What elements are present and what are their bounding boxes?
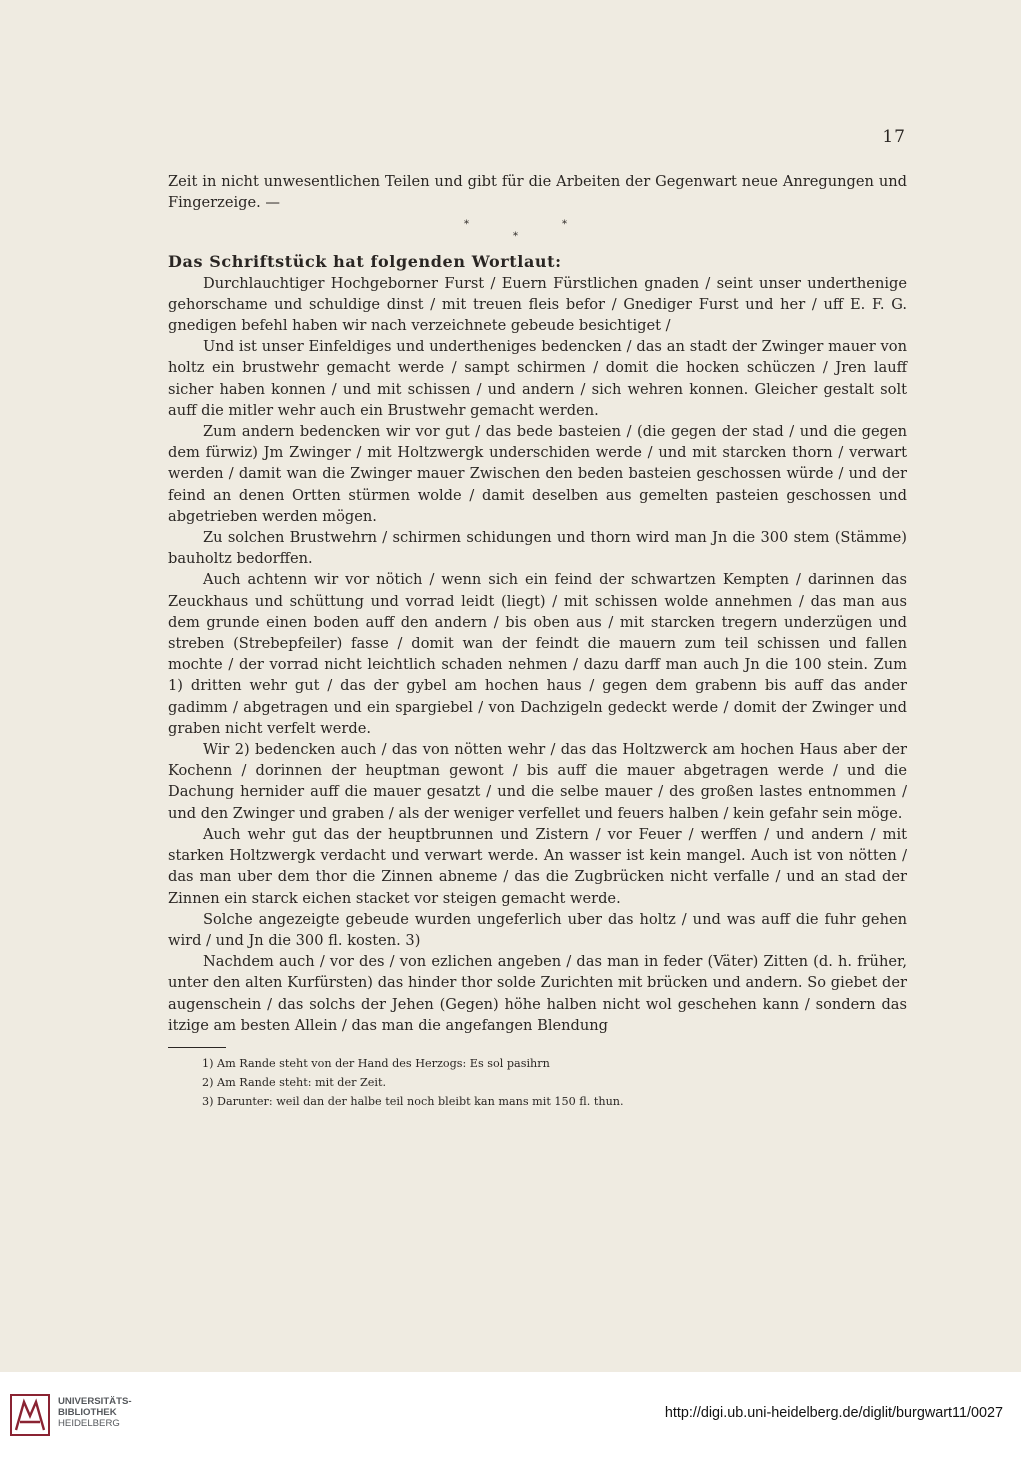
paragraph: Nachdem auch / vor des / von ezlichen angeben / das man in feder (Väter) Zitten (d. h. früher, unter den alten Kurfürsten) das hinder thor solde Zurichten mit brücken und andern. So giebet der augenschein / das solchs der Jehen (Gegen) höhe halben nicht wol geschehen kann / sondern das itzige am besten Allein / das man die angefangen Blendung	[168, 953, 907, 1034]
paragraph: Auch wehr gut das der heuptbrunnen und Zistern / vor Feuer / werffen / und andern / mit starken Holtzwergk verdacht und verwart werde. An wasser ist kein mangel. Auch ist von nötten / das man uber dem thor die Zinnen abneme / das die Zugbrücken nicht verfalle / und an stad der Zinnen ein starck eichen stacket vor steigen gemacht werde.	[168, 825, 907, 907]
library-name-line: UNIVERSITÄTS-	[58, 1396, 132, 1407]
library-name	[58, 1396, 132, 1429]
viewer-footer	[0, 1372, 1021, 1462]
paragraph: Und ist unser Einfeldiges und undertheniges bedencken / das an stadt der Zwinger mauer von holtz ein brustwehr gemacht werde / sampt schirmen / domit die hocken schüczen / Jren lauff sicher haben konnen / und mit schissen / und andern / sich wehren konnen. Gleicher gestalt solt auff die mitler wehr auch ein Brustwehr gemacht werden.	[168, 338, 907, 419]
body-text	[168, 171, 907, 1111]
star-3: *	[562, 219, 611, 231]
paragraph: Auch achtenn wir vor nötich / wenn sich ein feind der schwartzen Kempten / darinnen das Zeuckhaus und schüttung und vorrad leidt (liegt) / mit schissen wolde annehmen / das man aus dem grunde einen boden auff den andern / bis oben aus / mit starcken tregern underzügen und streben (Strebepfeiler) fasse / domit wan der feindt die mauern zum teil schissen und fallen mochte / der vorrad nicht leichtlich schaden nehmen / dazu darff man auch Jn die 100 stein. Zum 1) dritten wehr gut / das der gybel am hochen haus / gegen dem grabenn bis auff das ander gadimm / abgetragen und ein spargiebel / von Dachzigeln gedeckt werde / domit der Zwinger und graben nicht verfelt werde.	[168, 571, 907, 737]
paragraph: Zum andern bedencken wir vor gut / das bede basteien / (die gegen der stad / und die gegen dem fürwiz) Jm Zwinger / mit Holtzwergk underschiden werde / und mit starcken thorn / verwart werden / damit wan die Zwinger mauer Zwischen den beden basteien geschossen würde / und der feind an denen Ortten stürmen wolde / damit deselben aus gemelten pasteien geschossen und abgetrieben werden mögen.	[168, 423, 907, 525]
footnote-rule	[168, 1047, 226, 1048]
footnote: 3) Darunter: weil dan der halbe teil noch bleibt kan mans mit 150 fl. thun.	[202, 1094, 624, 1108]
star-2: *	[513, 231, 562, 243]
star-1: *	[464, 219, 513, 231]
paragraph: Solche angezeigte gebeude wurden ungeferlich uber das holtz / und was auff die fuhr gehen wird / und Jn die 300 fl. kosten. 3)	[168, 910, 907, 949]
paragraph: Zu solchen Brustwehrn / schirmen schidungen und thorn wird man Jn die 300 stem (Stämme) bauholtz bedorffen.	[168, 529, 907, 568]
library-name-line: BIBLIOTHEK	[58, 1407, 117, 1418]
footnote: 1) Am Rande steht von der Hand des Herzogs: Es sol pasihrn	[202, 1056, 550, 1070]
paragraph: Durchlauchtiger Hochgeborner Furst / Euern Fürstlichen gnaden / seint unser underthenige gehorschame und schuldige dinst / mit treuen fleis befor / Gnediger Furst und her / uff E. F. G. gnedigen befehl haben wir nach verzeichnete gebeude besichtiget /	[168, 274, 907, 335]
intro-paragraph: Zeit in nicht unwesentlichen Teilen und gibt für die Arbeiten der Gegenwart neue Anregungen und Fingerzeige. —	[168, 173, 907, 212]
section-heading: Das Schriftstück hat folgenden Wortlaut:	[168, 252, 562, 272]
permalink-url[interactable]: http://digi.ub.uni-heidelberg.de/diglit/burgwart11/0027	[664, 1405, 1003, 1421]
section-divider	[168, 217, 907, 241]
footnote: 2) Am Rande steht: mit der Zeit.	[202, 1075, 387, 1089]
library-name-line: HEIDELBERG	[58, 1418, 120, 1429]
university-library-logo-icon	[10, 1394, 50, 1436]
paragraph: Wir 2) bedencken auch / das von nötten wehr / das das Holtzwerck am hochen Haus aber der Kochenn / dorinnen der heuptman gewont / bis auff die mauer abgetragen werde / und die Dachung hernider auff die mauer gesatzt / und die selbe mauer / des großen lastes entnommen / und den Zwinger und graben / als der weniger verfellet und feuers halben / kein gefahr sein möge.	[168, 741, 907, 822]
page-number: 17	[882, 127, 906, 147]
